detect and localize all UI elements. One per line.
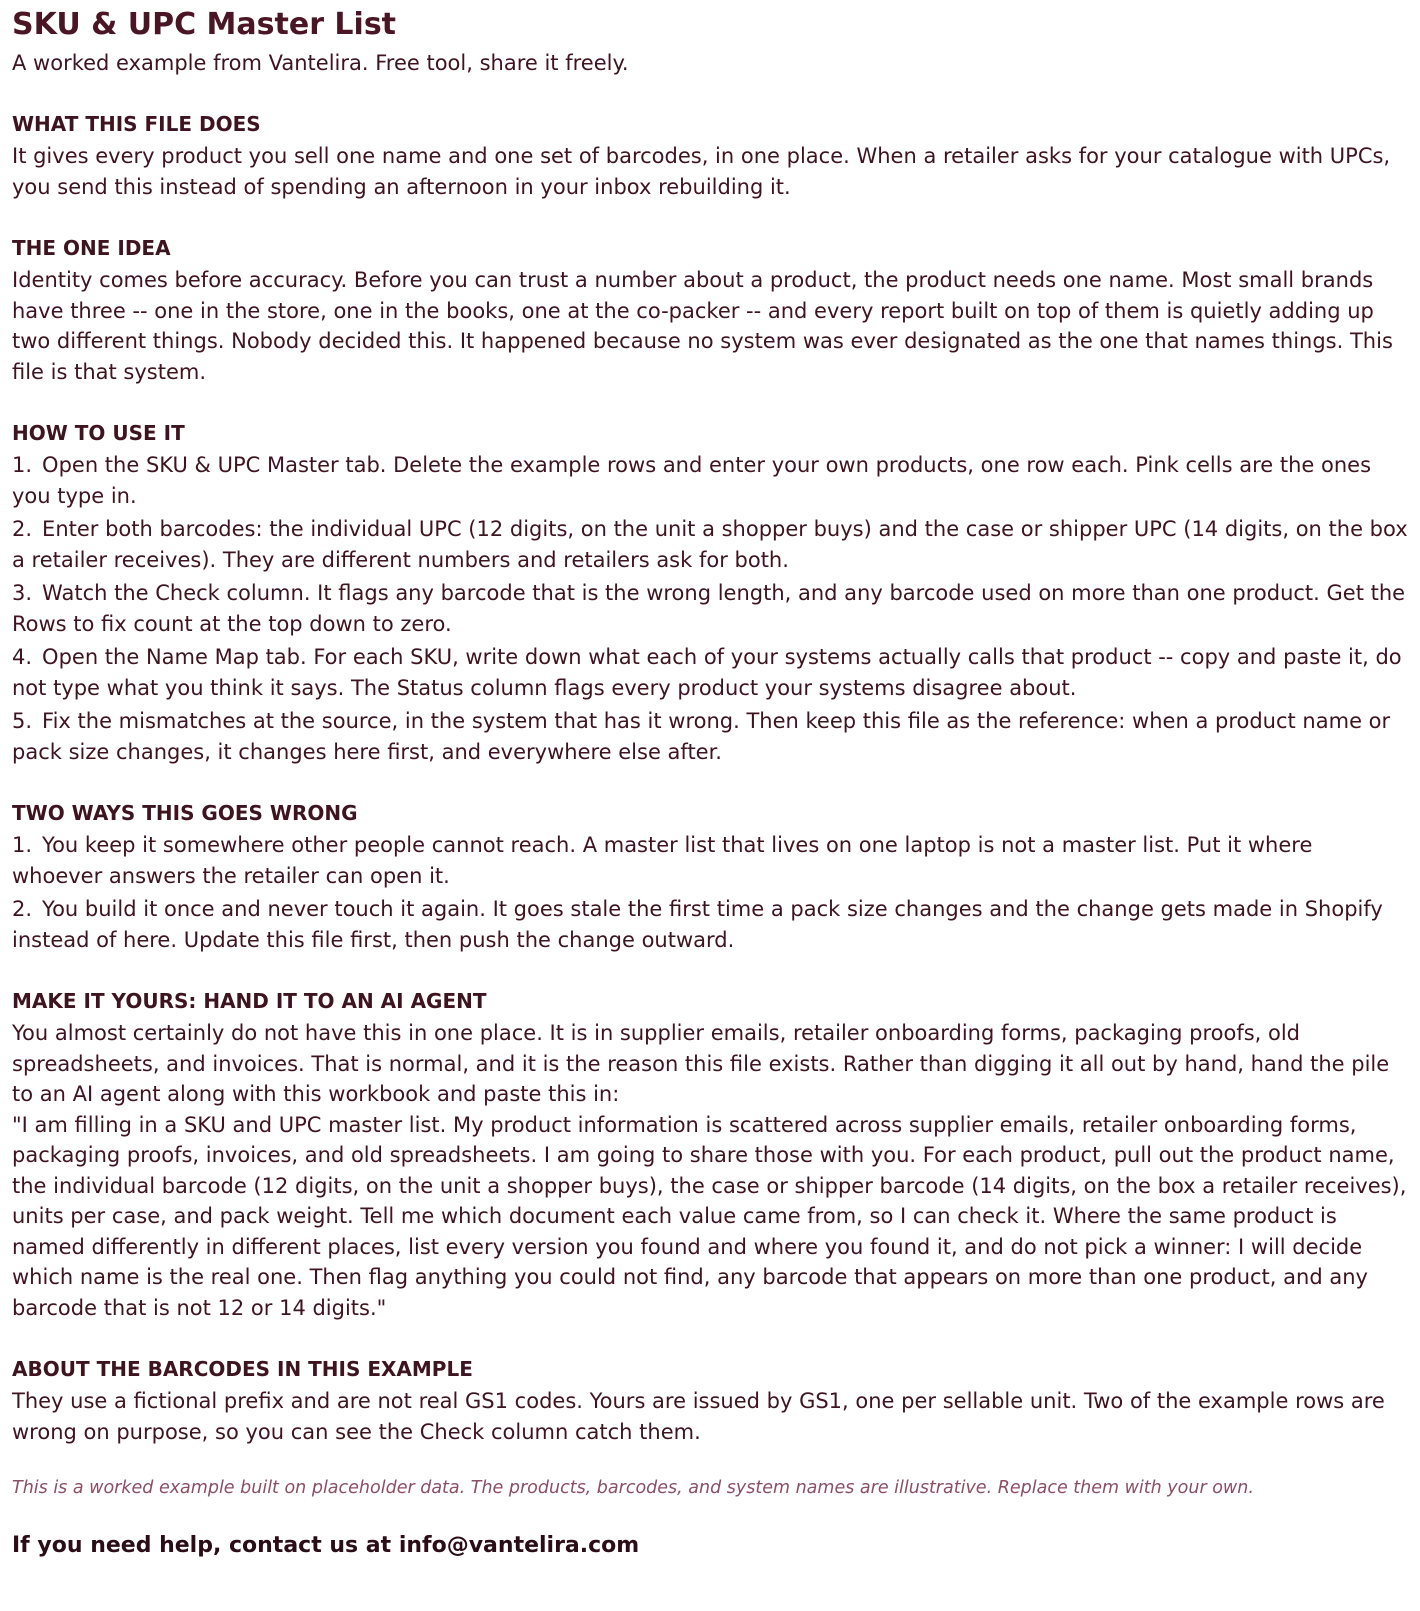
- list-item-number: 5.: [12, 709, 33, 733]
- spacer: [12, 767, 1408, 799]
- section-heading-what: WHAT THIS FILE DOES: [12, 112, 261, 136]
- list-item-number: 3.: [12, 581, 33, 605]
- spacer: [12, 387, 1408, 419]
- section-body-agent: You almost certainly do not have this in one place. It is in supplier emails, retailer onboarding forms, packaging proofs, old spreadsheets, and invoices. That is normal, and it is the reason this file exists. Rather than digging it all out by hand, hand the pile to an AI agent along with this workbook and paste this in:: [12, 1021, 1390, 1106]
- list-item: [12, 830, 1408, 891]
- spacer: [12, 955, 1408, 987]
- section-heading-wrong: TWO WAYS THIS GOES WRONG: [12, 801, 358, 825]
- section-heading-idea: THE ONE IDEA: [12, 236, 171, 260]
- list-item: [12, 450, 1408, 511]
- list-item-text: Open the Name Map tab. For each SKU, write down what each of your systems actually calls that product -- copy and paste it, do not type what you think it says. The Status column flags every product your systems disagree about.: [12, 645, 1402, 700]
- spacer: [12, 202, 1408, 234]
- page-subtitle: A worked example from Vantelira. Free tool, share it freely.: [12, 51, 629, 75]
- list-item: [12, 642, 1408, 703]
- section-heading-how: HOW TO USE IT: [12, 421, 185, 445]
- spacer: [12, 1447, 1408, 1475]
- list-item-text: You build it once and never touch it again. It goes stale the first time a pack size changes and the change gets made in Shopify instead of here. Update this file first, then push the change outward.: [12, 897, 1383, 952]
- agent-prompt-text: "I am filling in a SKU and UPC master list. My product information is scattered across supplier emails, retailer onboarding forms, packaging proofs, invoices, and old spreadsheets. I am going to share those with you. For each product, pull out the product name, the individual barcode (12 digits, on the unit a shopper buys), the case or shipper barcode (14 digits, on the box a retailer receives), units per case, and pack weight. Tell me which document each value came from, so I can check it. Where the same product is named differently in different places, list every version you found and where you found it, and do not pick a winner: I will decide which name is the real one. Then flag anything you could not find, any barcode that appears on more than one product, and any barcode that is not 12 or 14 digits.": [12, 1112, 1407, 1320]
- list-item-text: Enter both barcodes: the individual UPC (12 digits, on the unit a shopper buys) and the case or shipper UPC (14 digits, on the box a retailer receives). They are different numbers and retailers ask for both.: [12, 517, 1408, 572]
- list-item-text: Fix the mismatches at the source, in the system that has it wrong. Then keep this file as the reference: when a product name or pack size changes, it changes here first, and everywhere else after.: [12, 709, 1391, 764]
- list-item-text: Watch the Check column. It flags any barcode that is the wrong length, and any barcode used on more than one product. Get the Rows to fix count at the top down to zero.: [12, 581, 1406, 636]
- help-contact-line: If you need help, contact us at info@vantelira.com: [12, 1533, 640, 1558]
- spacer: [12, 78, 1408, 110]
- list-item: [12, 578, 1408, 639]
- list-item-text: You keep it somewhere other people cannot reach. A master list that lives on one laptop is not a master list. Put it where whoever answers the retailer can open it.: [12, 833, 1313, 888]
- section-heading-barcodes: ABOUT THE BARCODES IN THIS EXAMPLE: [12, 1357, 473, 1381]
- list-item-text: Open the SKU & UPC Master tab. Delete the example rows and enter your own products, one row each. Pink cells are the ones you type in.: [12, 453, 1372, 508]
- spacer: [12, 1501, 1408, 1531]
- list-item-number: 1.: [12, 453, 33, 477]
- section-body-idea: Identity comes before accuracy. Before you can trust a number about a product, the product needs one name. Most small brands have three -- one in the store, one in the books, one at the co-packer -- and every report built on top of them is quietly adding up two different things. Nobody decided this. It happened because no system was ever designated as the one that names things. This file is that system.: [12, 268, 1393, 384]
- section-body-what: It gives every product you sell one name and one set of barcodes, in one place. When a retailer asks for your catalogue with UPCs, you send this instead of spending an afternoon in your inbox rebuilding it.: [12, 144, 1391, 199]
- disclaimer-note: This is a worked example built on placeholder data. The products, barcodes, and system names are illustrative. Replace them with your own.: [12, 1478, 1254, 1498]
- list-item-number: 2.: [12, 517, 33, 541]
- section-heading-agent: MAKE IT YOURS: HAND IT TO AN AI AGENT: [12, 989, 487, 1013]
- list-item-number: 2.: [12, 897, 33, 921]
- list-item-number: 1.: [12, 833, 33, 857]
- list-item: [12, 894, 1408, 955]
- spacer: [12, 1323, 1408, 1355]
- list-item-number: 4.: [12, 645, 33, 669]
- list-item: [12, 706, 1408, 767]
- section-body-barcodes: They use a fictional prefix and are not real GS1 codes. Yours are issued by GS1, one per sellable unit. Two of the example rows are wrong on purpose, so you can see the Check column catch them.: [12, 1389, 1385, 1444]
- page-title: SKU & UPC Master List: [12, 7, 397, 42]
- list-item: [12, 514, 1408, 575]
